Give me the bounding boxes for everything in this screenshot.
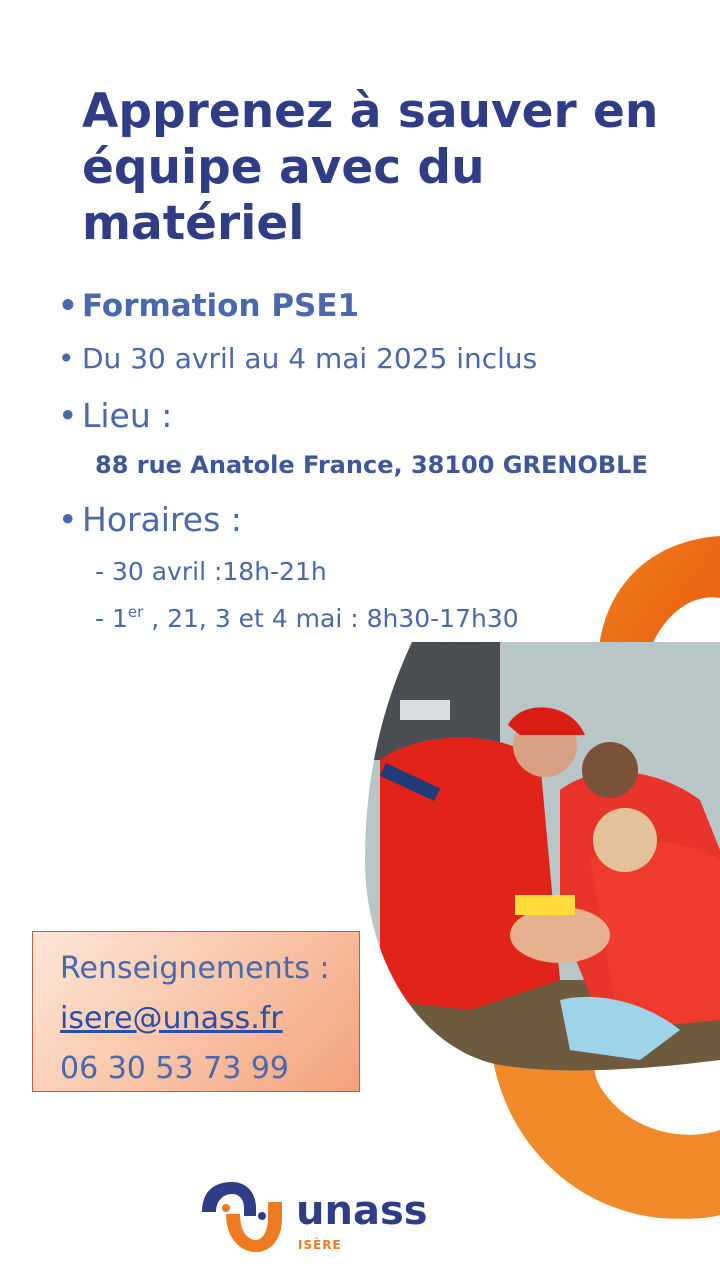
logo-wordmark: unass bbox=[296, 1188, 428, 1234]
logo-mark-icon bbox=[196, 1178, 292, 1256]
email-link[interactable]: isere@unass.fr bbox=[60, 1001, 283, 1036]
list-item-hours: • Horaires : bbox=[58, 500, 242, 539]
schedule-line-2: - 1er , 21, 3 et 4 mai : 8h30-17h30 bbox=[95, 603, 519, 633]
rescue-photo bbox=[360, 640, 720, 1080]
orange-arc-bottom bbox=[493, 1060, 720, 1219]
contact-label: Renseignements : bbox=[60, 951, 330, 986]
logo-region: ISÈRE bbox=[298, 1238, 342, 1252]
schedule-line-1: - 30 avril :18h-21h bbox=[95, 557, 327, 586]
phone-number: 06 30 53 73 99 bbox=[60, 1051, 290, 1086]
unass-logo bbox=[196, 1178, 436, 1258]
list-item-dates: • Du 30 avril au 4 mai 2025 inclus bbox=[58, 342, 538, 375]
list-item-training: • Formation PSE1 bbox=[58, 288, 360, 324]
contact-box bbox=[32, 931, 360, 1092]
address: 88 rue Anatole France, 38100 GRENOBLE bbox=[95, 451, 648, 479]
page-title: Apprenez à sauver en équipe avec du matériel bbox=[82, 84, 659, 251]
list-item-location: • Lieu : bbox=[58, 396, 173, 435]
